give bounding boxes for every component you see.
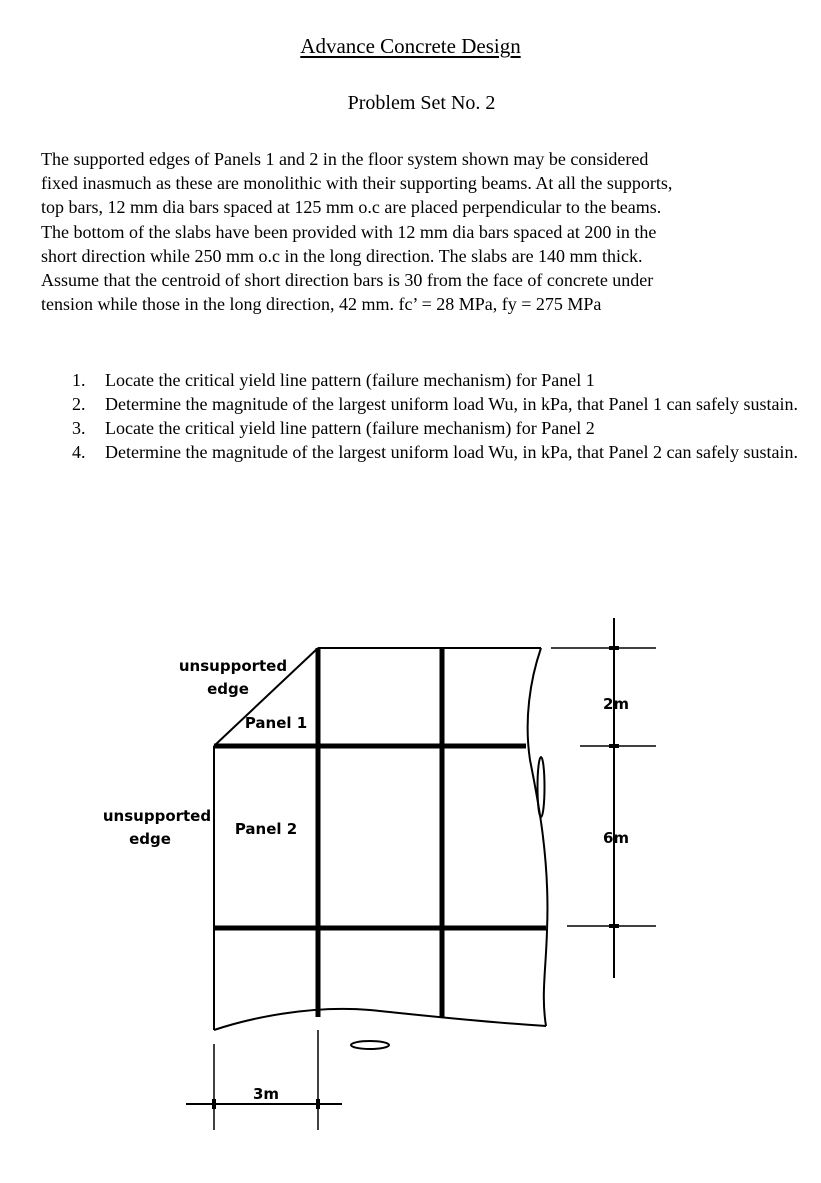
unsupported-edge-label: unsupported [178, 657, 288, 675]
problem-line: short direction while 250 mm o.c in the long direction. The slabs are 140 mm thick. [41, 245, 643, 266]
problem-statement [41, 147, 801, 316]
dimension-label-2m: 2m [602, 695, 630, 713]
task-text: Determine the magnitude of the largest uniform load Wu, in kPa, that Panel 1 can safely sustain. [105, 394, 798, 414]
dimension-label-6m: 6m [602, 829, 630, 847]
task-item [72, 416, 812, 440]
unsupported-edge-label: unsupported [102, 807, 212, 825]
problem-line: The bottom of the slabs have been provided with 12 mm dia bars spaced at 200 in the [41, 221, 657, 242]
task-item [72, 392, 812, 416]
panel1-label: Panel 1 [244, 714, 308, 732]
task-item [72, 440, 812, 464]
problem-line: top bars, 12 mm dia bars spaced at 125 mm o.c are placed perpendicular to the beams. [41, 197, 662, 218]
unsupported-edge-label: edge [129, 830, 171, 848]
task-text: Locate the critical yield line pattern (failure mechanism) for Panel 1 [105, 370, 595, 390]
dimension-label-3m: 3m [252, 1085, 280, 1103]
document-title-text: Advance Concrete Design [300, 34, 521, 58]
break-symbol-horizontal [351, 1041, 389, 1049]
task-number: 2. [72, 394, 86, 414]
slab-bottom-break-line [214, 1009, 546, 1030]
task-number: 4. [72, 442, 86, 462]
floor-system-diagram [0, 600, 821, 1160]
task-item [72, 368, 812, 392]
task-text: Determine the magnitude of the largest uniform load Wu, in kPa, that Panel 2 can safely sustain. [105, 442, 798, 462]
task-number: 1. [72, 370, 86, 390]
document-title [0, 34, 821, 59]
problem-line: The supported edges of Panels 1 and 2 in the floor system shown may be considered [41, 149, 649, 169]
task-list [72, 368, 812, 464]
unsupported-edge-label: edge [207, 680, 249, 698]
problem-line: tension while those in the long direction, 42 mm. fc’ = 28 MPa, fy = 275 MPa [41, 294, 602, 315]
slab-right-break-line [528, 648, 548, 1026]
panel2-label: Panel 2 [234, 820, 298, 838]
problem-set-heading: Problem Set No. 2 [347, 92, 496, 114]
break-symbol-vertical [538, 757, 545, 817]
problem-line: Assume that the centroid of short direction bars is 30 from the face of concrete under [41, 270, 654, 291]
problem-line: fixed inasmuch as these are monolithic with their supporting beams. At all the supports, [41, 173, 673, 194]
task-number: 3. [72, 418, 86, 438]
task-text: Locate the critical yield line pattern (failure mechanism) for Panel 2 [105, 418, 595, 438]
